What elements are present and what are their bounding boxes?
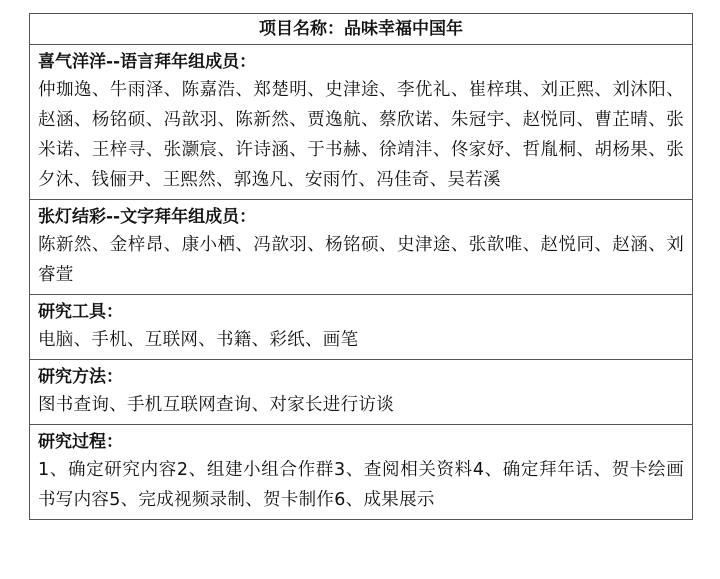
section-heading: 研究过程： [38, 432, 123, 452]
section-text-group [30, 199, 692, 294]
section-content: 仲珈逸、牛雨泽、陈嘉浩、郑楚明、史津途、李优礼、崔梓琪、刘正熙、刘沐阳、赵涵、杨铭硕、冯歆羽、陈新然、贾逸航、蔡欣诺、朱冠宇、赵悦同、曹芷晴、张米诺、王梓寻、张灏宸、许诗涵、于书赫、徐靖沣、佟家妤、哲胤桐、胡杨果、张夕沐、钱俪尹、王熙然、郭逸凡、安雨竹、冯佳奇、吴若溪 [38, 80, 684, 190]
section-heading: 张灯结彩--文字拜年组成员： [38, 207, 257, 227]
project-title: 项目名称：品味幸福中国年 [259, 19, 463, 39]
section-language-group [30, 44, 692, 199]
section-research-process [30, 424, 692, 519]
section-content: 电脑、手机、互联网、书籍、彩纸、画笔 [38, 330, 359, 350]
section-heading: 研究方法： [38, 367, 123, 387]
section-research-tools [30, 294, 692, 359]
section-heading: 研究工具： [38, 302, 123, 322]
project-table [29, 13, 693, 520]
section-heading: 喜气洋洋--语言拜年组成员： [38, 52, 257, 72]
section-content: 1、确定研究内容2、组建小组合作群3、查阅相关资料4、确定拜年话、贺卡绘画书写内容5、完成视频录制、贺卡制作6、成果展示 [38, 460, 684, 510]
section-research-methods [30, 359, 692, 424]
section-content: 陈新然、金梓昂、康小栖、冯歆羽、杨铭硕、史津途、张歆唯、赵悦同、赵涵、刘睿萱 [38, 235, 684, 285]
section-content: 图书查询、手机互联网查询、对家长进行访谈 [38, 395, 394, 415]
